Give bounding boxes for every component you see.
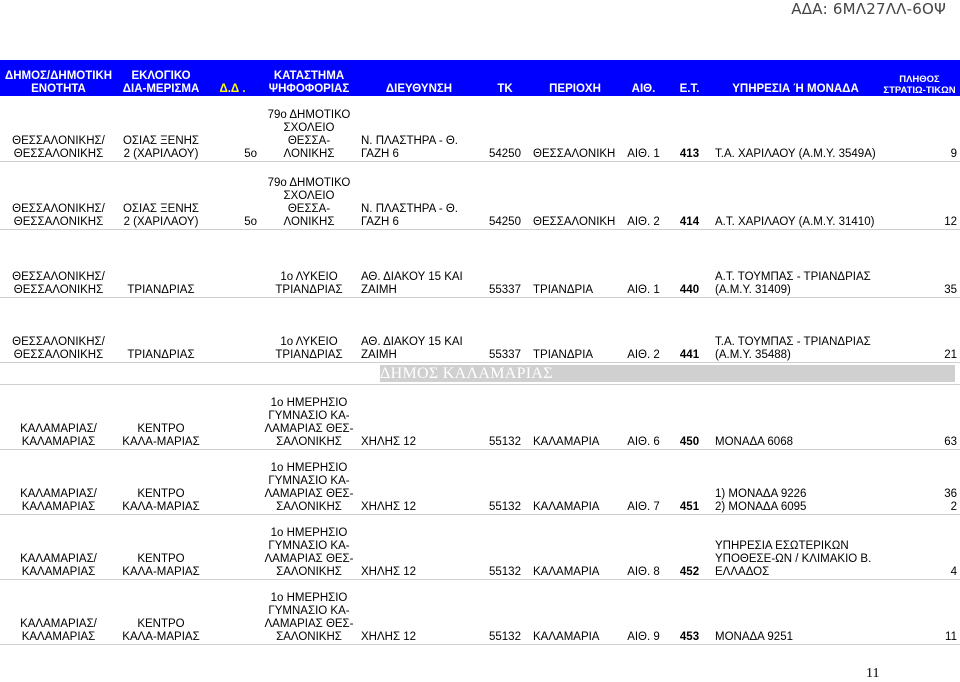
cell-ypiresia: ΜΟΝΑΔΑ 9251 <box>712 580 879 645</box>
section-title-kalamaria: ΔΗΜΟΣ ΚΑΛΑΜΑΡΙΑΣ <box>380 365 955 382</box>
cell-ypiresia: ΥΠΗΡΕΣΙΑ ΕΣΩΤΕΡΙΚΩΝ ΥΠΟΘΕΣΕ-ΩΝ / ΚΛΙΜΑΚΙΟ Β. ΕΛΛΑΔΟΣ <box>712 515 879 580</box>
cell-periochi: ΘΕΣΣΑΛΟΝΙΚΗ <box>530 96 620 162</box>
header-dimos: ΔΗΜΟΣ/ΔΗΜΟΤΙΚΗ ΕΝΟΤΗΤΑ <box>0 60 117 96</box>
cell-periochi: ΚΑΛΑΜΑΡΙΑ <box>530 580 620 645</box>
plithos-line-2: 2 <box>950 501 957 513</box>
table-row <box>0 298 960 363</box>
cell-aith: ΑΙΘ. 1 <box>620 96 667 162</box>
cell-periochi: ΚΑΛΑΜΑΡΙΑ <box>530 385 620 450</box>
cell-katastima: 79ο ΔΗΜΟΤΙΚΟ ΣΧΟΛΕΙΟ ΘΕΣΣΑ-ΛΟΝΙΚΗΣ <box>260 162 358 230</box>
table-row <box>0 230 960 298</box>
cell-tk: 54250 <box>480 162 530 230</box>
cell-dimos: ΘΕΣΣΑΛΟΝΙΚΗΣ/ ΘΕΣΣΑΛΟΝΙΚΗΣ <box>0 298 117 363</box>
cell-dimos: ΘΕΣΣΑΛΟΝΙΚΗΣ/ ΘΕΣΣΑΛΟΝΙΚΗΣ <box>0 162 117 230</box>
cell-dd <box>205 580 260 645</box>
section-divider-cell <box>0 363 960 385</box>
ypiresia-line-2: 2) ΜΟΝΑΔΑ 6095 <box>715 501 807 513</box>
cell-et: 413 <box>667 96 712 162</box>
cell-aith: ΑΙΘ. 2 <box>620 298 667 363</box>
cell-dd: 5ο <box>205 162 260 230</box>
header-periochi: ΠΕΡΙΟΧΗ <box>530 60 620 96</box>
cell-ypiresia: Τ.Α. ΤΟΥΜΠΑΣ - ΤΡΙΑΝΔΡΙΑΣ (Α.Μ.Υ. 35488) <box>712 298 879 363</box>
cell-periochi: ΘΕΣΣΑΛΟΝΙΚΗ <box>530 162 620 230</box>
cell-katastima: 1ο ΗΜΕΡΗΣΙΟ ΓΥΜΝΑΣΙΟ ΚΑ-ΛΑΜΑΡΙΑΣ ΘΕΣ-ΣΑΛΟΝΙΚΗΣ <box>260 385 358 450</box>
ada-code: ΑΔΑ: 6ΜΛ27ΛΛ-6ΟΨ <box>791 0 946 18</box>
cell-dimos: ΚΑΛΑΜΑΡΙΑΣ/ ΚΑΛΑΜΑΡΙΑΣ <box>0 515 117 580</box>
plithos-line-1: 36 <box>944 488 957 500</box>
cell-dimos: ΘΕΣΣΑΛΟΝΙΚΗΣ/ ΘΕΣΣΑΛΟΝΙΚΗΣ <box>0 230 117 298</box>
cell-aith: ΑΙΘ. 1 <box>620 230 667 298</box>
cell-tk: 55337 <box>480 230 530 298</box>
cell-dieuthinsi: ΧΗΛΗΣ 12 <box>358 450 480 515</box>
cell-diamerisma: ΚΕΝΤΡΟ ΚΑΛΑ-ΜΑΡΙΑΣ <box>117 450 205 515</box>
cell-periochi: ΤΡΙΑΝΔΡΙΑ <box>530 230 620 298</box>
cell-dd: 5ο <box>205 96 260 162</box>
cell-katastima: 1ο ΛΥΚΕΙΟ ΤΡΙΑΝΔΡΙΑΣ <box>260 298 358 363</box>
section-divider-row <box>0 363 960 385</box>
cell-et: 451 <box>667 450 712 515</box>
cell-katastima: 1ο ΗΜΕΡΗΣΙΟ ΓΥΜΝΑΣΙΟ ΚΑ-ΛΑΜΑΡΙΑΣ ΘΕΣ-ΣΑΛΟΝΙΚΗΣ <box>260 450 358 515</box>
cell-plithos: 4 <box>879 515 960 580</box>
cell-dieuthinsi: Ν. ΠΛΑΣΤΗΡΑ - Θ. ΓΑΖΗ 6 <box>358 96 480 162</box>
table-row <box>0 580 960 645</box>
cell-plithos: 63 <box>879 385 960 450</box>
cell-katastima: 1ο ΗΜΕΡΗΣΙΟ ΓΥΜΝΑΣΙΟ ΚΑ-ΛΑΜΑΡΙΑΣ ΘΕΣ-ΣΑΛΟΝΙΚΗΣ <box>260 580 358 645</box>
cell-aith: ΑΙΘ. 6 <box>620 385 667 450</box>
header-row <box>0 60 960 96</box>
cell-diamerisma: ΚΕΝΤΡΟ ΚΑΛΑ-ΜΑΡΙΑΣ <box>117 385 205 450</box>
header-et: Ε.Τ. <box>667 60 712 96</box>
cell-et: 441 <box>667 298 712 363</box>
header-katastima: ΚΑΤΑΣΤΗΜΑ ΨΗΦΟΦΟΡΙΑΣ <box>260 60 358 96</box>
cell-dimos: ΚΑΛΑΜΑΡΙΑΣ/ ΚΑΛΑΜΑΡΙΑΣ <box>0 385 117 450</box>
cell-periochi: ΚΑΛΑΜΑΡΙΑ <box>530 450 620 515</box>
cell-katastima: 79ο ΔΗΜΟΤΙΚΟ ΣΧΟΛΕΙΟ ΘΕΣΣΑ-ΛΟΝΙΚΗΣ <box>260 96 358 162</box>
cell-dd <box>205 450 260 515</box>
cell-tk: 55132 <box>480 515 530 580</box>
table-row <box>0 385 960 450</box>
cell-et: 414 <box>667 162 712 230</box>
cell-aith: ΑΙΘ. 7 <box>620 450 667 515</box>
cell-ypiresia: Τ.Α. ΧΑΡΙΛΑΟΥ (Α.Μ.Υ. 3549Α) <box>712 96 879 162</box>
cell-diamerisma: ΤΡΙΑΝΔΡΙΑΣ <box>117 230 205 298</box>
cell-plithos: 12 <box>879 162 960 230</box>
cell-plithos: 21 <box>879 298 960 363</box>
cell-dimos: ΘΕΣΣΑΛΟΝΙΚΗΣ/ ΘΕΣΣΑΛΟΝΙΚΗΣ <box>0 96 117 162</box>
cell-dieuthinsi: ΑΘ. ΔΙΑΚΟΥ 15 ΚΑΙ ΖΑΙΜΗ <box>358 298 480 363</box>
cell-periochi: ΤΡΙΑΝΔΡΙΑ <box>530 298 620 363</box>
cell-plithos <box>879 450 960 515</box>
cell-ypiresia: ΜΟΝΑΔΑ 6068 <box>712 385 879 450</box>
cell-katastima: 1ο ΛΥΚΕΙΟ ΤΡΙΑΝΔΡΙΑΣ <box>260 230 358 298</box>
cell-tk: 55132 <box>480 385 530 450</box>
table-row <box>0 450 960 515</box>
voting-table <box>0 60 960 645</box>
cell-dieuthinsi: Ν. ΠΛΑΣΤΗΡΑ - Θ. ΓΑΖΗ 6 <box>358 162 480 230</box>
cell-dieuthinsi: ΧΗΛΗΣ 12 <box>358 580 480 645</box>
cell-et: 453 <box>667 580 712 645</box>
cell-ypiresia <box>712 450 879 515</box>
cell-dd <box>205 230 260 298</box>
cell-dd <box>205 385 260 450</box>
cell-aith: ΑΙΘ. 8 <box>620 515 667 580</box>
cell-diamerisma: ΟΣΙΑΣ ΞΕΝΗΣ 2 (ΧΑΡΙΛΑΟΥ) <box>117 96 205 162</box>
cell-dd <box>205 298 260 363</box>
ypiresia-line-1: 1) ΜΟΝΑΔΑ 9226 <box>715 488 807 500</box>
header-plithos: ΠΛΗΘΟΣ ΣΤΡΑΤΙΩ-ΤΙΚΩΝ <box>879 60 960 96</box>
header-dd: Δ.Δ . <box>205 60 260 96</box>
table-row <box>0 96 960 162</box>
header-aith: ΑΙΘ. <box>620 60 667 96</box>
cell-tk: 55337 <box>480 298 530 363</box>
cell-dieuthinsi: ΑΘ. ΔΙΑΚΟΥ 15 ΚΑΙ ΖΑΙΜΗ <box>358 230 480 298</box>
cell-katastima: 1ο ΗΜΕΡΗΣΙΟ ΓΥΜΝΑΣΙΟ ΚΑ-ΛΑΜΑΡΙΑΣ ΘΕΣ-ΣΑΛΟΝΙΚΗΣ <box>260 515 358 580</box>
cell-diamerisma: ΚΕΝΤΡΟ ΚΑΛΑ-ΜΑΡΙΑΣ <box>117 515 205 580</box>
cell-et: 440 <box>667 230 712 298</box>
cell-aith: ΑΙΘ. 9 <box>620 580 667 645</box>
cell-dieuthinsi: ΧΗΛΗΣ 12 <box>358 385 480 450</box>
header-diamerisma: ΕΚΛΟΓΙΚΟ ΔΙΑ-ΜΕΡΙΣΜΑ <box>117 60 205 96</box>
page-number: 11 <box>866 666 880 681</box>
header-dieuthinsi: ΔΙΕΥΘΥΝΣΗ <box>358 60 480 96</box>
table-row <box>0 515 960 580</box>
cell-dd <box>205 515 260 580</box>
cell-aith: ΑΙΘ. 2 <box>620 162 667 230</box>
cell-tk: 55132 <box>480 450 530 515</box>
header-ypiresia: ΥΠΗΡΕΣΙΑ Ή ΜΟΝΑΔΑ <box>712 60 879 96</box>
cell-et: 452 <box>667 515 712 580</box>
cell-diamerisma: ΤΡΙΑΝΔΡΙΑΣ <box>117 298 205 363</box>
cell-ypiresia: Α.Τ. ΧΑΡΙΛΑΟΥ (Α.Μ.Υ. 31410) <box>712 162 879 230</box>
cell-ypiresia: Α.Τ. ΤΟΥΜΠΑΣ - ΤΡΙΑΝΔΡΙΑΣ (Α.Μ.Υ. 31409) <box>712 230 879 298</box>
cell-plithos: 35 <box>879 230 960 298</box>
cell-plithos: 9 <box>879 96 960 162</box>
header-tk: ΤΚ <box>480 60 530 96</box>
cell-diamerisma: ΚΕΝΤΡΟ ΚΑΛΑ-ΜΑΡΙΑΣ <box>117 580 205 645</box>
cell-tk: 54250 <box>480 96 530 162</box>
cell-dimos: ΚΑΛΑΜΑΡΙΑΣ/ ΚΑΛΑΜΑΡΙΑΣ <box>0 450 117 515</box>
cell-plithos: 11 <box>879 580 960 645</box>
cell-diamerisma: ΟΣΙΑΣ ΞΕΝΗΣ 2 (ΧΑΡΙΛΑΟΥ) <box>117 162 205 230</box>
cell-dieuthinsi: ΧΗΛΗΣ 12 <box>358 515 480 580</box>
table-row <box>0 162 960 230</box>
cell-periochi: ΚΑΛΑΜΑΡΙΑ <box>530 515 620 580</box>
cell-dimos: ΚΑΛΑΜΑΡΙΑΣ/ ΚΑΛΑΜΑΡΙΑΣ <box>0 580 117 645</box>
cell-tk: 55132 <box>480 580 530 645</box>
cell-et: 450 <box>667 385 712 450</box>
